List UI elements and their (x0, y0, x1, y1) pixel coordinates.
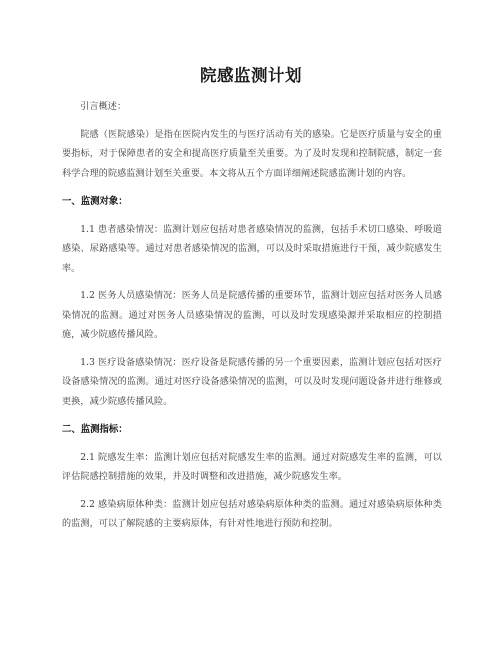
section-paragraph: 1.3 医疗设备感染情况：医疗设备是院感传播的另一个重要因素，监测计划应包括对医疗设备感染情况的监测。通过对医疗设备感染情况的监测，可以及时发现问题设备并进行维修或更换，减少院感传播风险。 (62, 357, 442, 407)
section-monitoring-targets (62, 192, 442, 412)
intro-paragraph: 院感（医院感染）是指在医院内发生的与医疗活动有关的感染。它是医疗质量与安全的重要指标，对于保障患者的安全和提高医疗质量至关重要。为了及时发现和控制院感，制定一套科学合理的院感监测计划至关重要。本文将从五个方面详细阐述院感监测计划的内容。 (62, 129, 442, 179)
section-paragraph: 2.2 感染病原体种类：监测计划应包括对感染病原体种类的监测。通过对感染病原体种类的监测，可以了解院感的主要病原体，有针对性地进行预防和控制。 (62, 499, 442, 529)
section-paragraph: 1.2 医务人员感染情况：医务人员是院感传播的重要环节，监测计划应包括对医务人员感染情况的监测。通过对医务人员感染情况的监测，可以及时发现感染源并采取相应的控制措施，减少院感传播风险。 (62, 291, 442, 340)
section-heading: 二、监测指标： (62, 424, 128, 435)
intro-label: 引言概述： (80, 102, 127, 112)
section-monitoring-indicators (62, 420, 442, 535)
section-paragraph: 1.1 患者感染情况：监测计划应包括对患者感染情况的监测，包括手术切口感染、呼吸道感染、尿路感染等。通过对患者感染情况的监测，可以及时采取措施进行干预，减少院感发生率。 (62, 224, 442, 274)
document-body (62, 98, 442, 543)
document-title: 院感监测计划 (200, 66, 302, 85)
section-paragraph: 2.1 院感发生率：监测计划应包括对院感发生率的监测。通过对院感发生率的监测，可以评估院感控制措施的效果，并及时调整和改进措施，减少院感发生率。 (62, 452, 442, 482)
section-heading: 一、监测对象： (62, 196, 128, 207)
